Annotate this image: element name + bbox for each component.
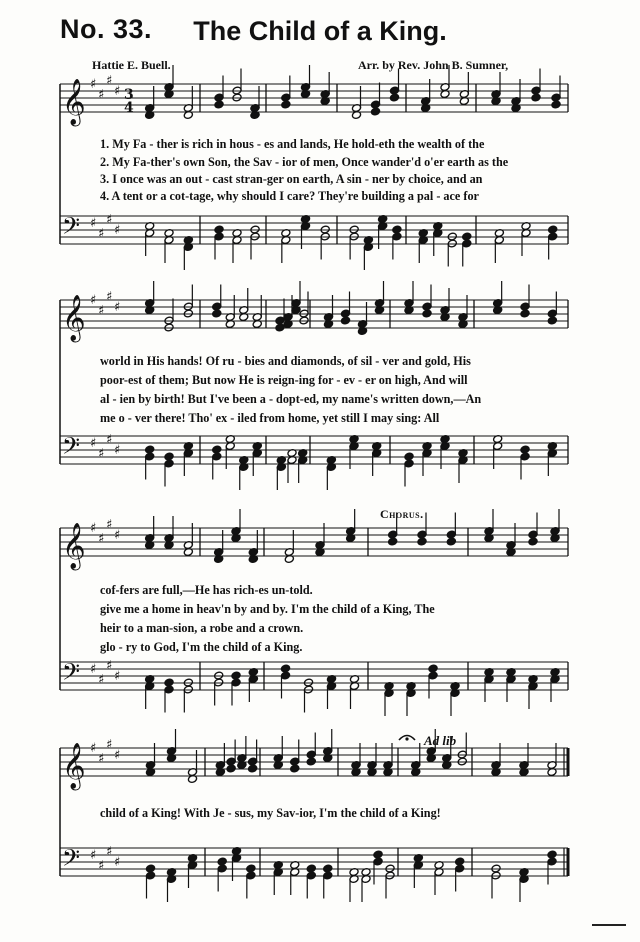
sharp-icon: ♯ <box>114 528 121 543</box>
sharp-icon: ♯ <box>90 662 97 677</box>
lyric-s2-v3: al - ien by birth! But I've been a - dopt-ed, my name's written down,—An <box>100 392 482 406</box>
note-head <box>306 757 316 766</box>
note-head <box>422 309 432 318</box>
sharp-icon: ♯ <box>114 748 121 763</box>
sharp-icon: ♯ <box>106 73 113 89</box>
sharp-icon: ♯ <box>98 531 105 547</box>
note-head <box>528 537 538 546</box>
sharp-icon: ♯ <box>106 212 113 228</box>
bass-clef-icon: 𝄢 <box>62 844 81 877</box>
sharp-icon: ♯ <box>114 443 121 458</box>
lyric-s3-v3: heir to a man-sion, a robe and a crown. <box>100 621 304 635</box>
note-head <box>547 316 557 325</box>
sharp-icon: ♯ <box>90 293 97 308</box>
hymn-number: No. 33. <box>60 14 153 44</box>
lyric-s2-v2: poor-est of them; But now He is reign-ing for - ev - er on high, And will <box>100 373 468 387</box>
lyric-s3-v1: cof-fers are full,—He has rich-es un-told. <box>100 583 313 597</box>
lyric-s1-v2: 2. My Fa-ther's own Son, the Sav - ior of men, Once wander'd o'er earth as the <box>100 155 509 169</box>
lyric-s2-v4: me o - ver there! Tho' ex - iled from home, yet still I may sing: All <box>100 411 440 425</box>
treble-clef-icon: 𝄞 <box>62 79 86 125</box>
lyric-s4-v1: child of a King! With Je - sus, my Sav-ior, I'm the child of a King! <box>100 806 441 820</box>
time-signature: 4 <box>124 100 134 116</box>
sharp-icon: ♯ <box>90 77 97 92</box>
footer-rule <box>592 924 626 926</box>
sharp-icon: ♯ <box>98 672 105 688</box>
sharp-icon: ♯ <box>98 446 105 462</box>
arranger-credit: Arr. by Rev. John B. Sumner, <box>358 58 509 72</box>
note-head <box>212 309 222 318</box>
fermata-dot <box>405 737 408 740</box>
lyric-s3-v2: give me a home in heav'n by and by. I'm the child of a King, The <box>100 602 435 616</box>
note-head <box>370 107 380 116</box>
note-head <box>417 537 427 546</box>
sharp-icon: ♯ <box>90 521 97 536</box>
note-head <box>290 764 300 773</box>
sharp-icon: ♯ <box>98 858 105 874</box>
note-head <box>226 764 236 773</box>
sharp-icon: ♯ <box>114 84 121 99</box>
sharp-icon: ♯ <box>106 432 113 448</box>
note-head <box>214 100 224 109</box>
sharp-icon: ♯ <box>106 658 113 674</box>
note-head <box>520 309 530 318</box>
sharp-icon: ♯ <box>114 223 121 238</box>
sharp-icon: ♯ <box>114 855 121 870</box>
note-head <box>551 100 561 109</box>
lyric-s1-v1: 1. My Fa - ther is rich in hous - es and lands, He hold-eth the wealth of the <box>100 137 485 151</box>
sharp-icon: ♯ <box>106 289 113 305</box>
sharp-icon: ♯ <box>106 844 113 860</box>
sharp-icon: ♯ <box>106 517 113 533</box>
note-head <box>281 100 291 109</box>
lyric-s2-v1: world in His hands! Of ru - bies and diamonds, of sil - ver and gold, His <box>100 354 471 368</box>
adlib-marking: Ad lib <box>424 733 457 748</box>
note-head <box>248 764 258 773</box>
sharp-icon: ♯ <box>98 751 105 767</box>
lyric-s3-v4: glo - ry to God, I'm the child of a King. <box>100 640 303 654</box>
note-head <box>389 93 399 102</box>
note-head <box>446 537 456 546</box>
sharp-icon: ♯ <box>114 669 121 684</box>
sharp-icon: ♯ <box>106 737 113 753</box>
sharp-icon: ♯ <box>98 303 105 319</box>
lyric-s1-v3: 3. I once was an out - cast stran-ger on earth, A sin - ner by choice, and an <box>100 172 483 186</box>
note-head <box>531 93 541 102</box>
sharp-icon: ♯ <box>90 436 97 451</box>
treble-clef-icon: 𝄞 <box>62 295 86 341</box>
treble-clef-icon: 𝄞 <box>62 523 86 569</box>
sharp-icon: ♯ <box>90 741 97 756</box>
treble-clef-icon: 𝄞 <box>62 743 86 789</box>
sharp-icon: ♯ <box>114 300 121 315</box>
sharp-icon: ♯ <box>98 226 105 242</box>
bass-clef-icon: 𝄢 <box>62 658 81 691</box>
bass-clef-icon: 𝄢 <box>62 432 81 465</box>
chorus-label: Chorus. <box>380 507 424 521</box>
note-head <box>340 316 350 325</box>
author-credit: Hattie E. Buell. <box>92 58 171 72</box>
note-head <box>388 537 398 546</box>
time-signature: 3 <box>124 87 134 103</box>
sharp-icon: ♯ <box>98 87 105 103</box>
lyric-s1-v4: 4. A tent or a cot-tage, why should I care? They're building a pal - ace for <box>100 189 479 203</box>
sharp-icon: ♯ <box>90 216 97 231</box>
hymn-title: The Child of a King. <box>193 16 447 46</box>
bass-clef-icon: 𝄢 <box>62 212 81 245</box>
sharp-icon: ♯ <box>90 848 97 863</box>
